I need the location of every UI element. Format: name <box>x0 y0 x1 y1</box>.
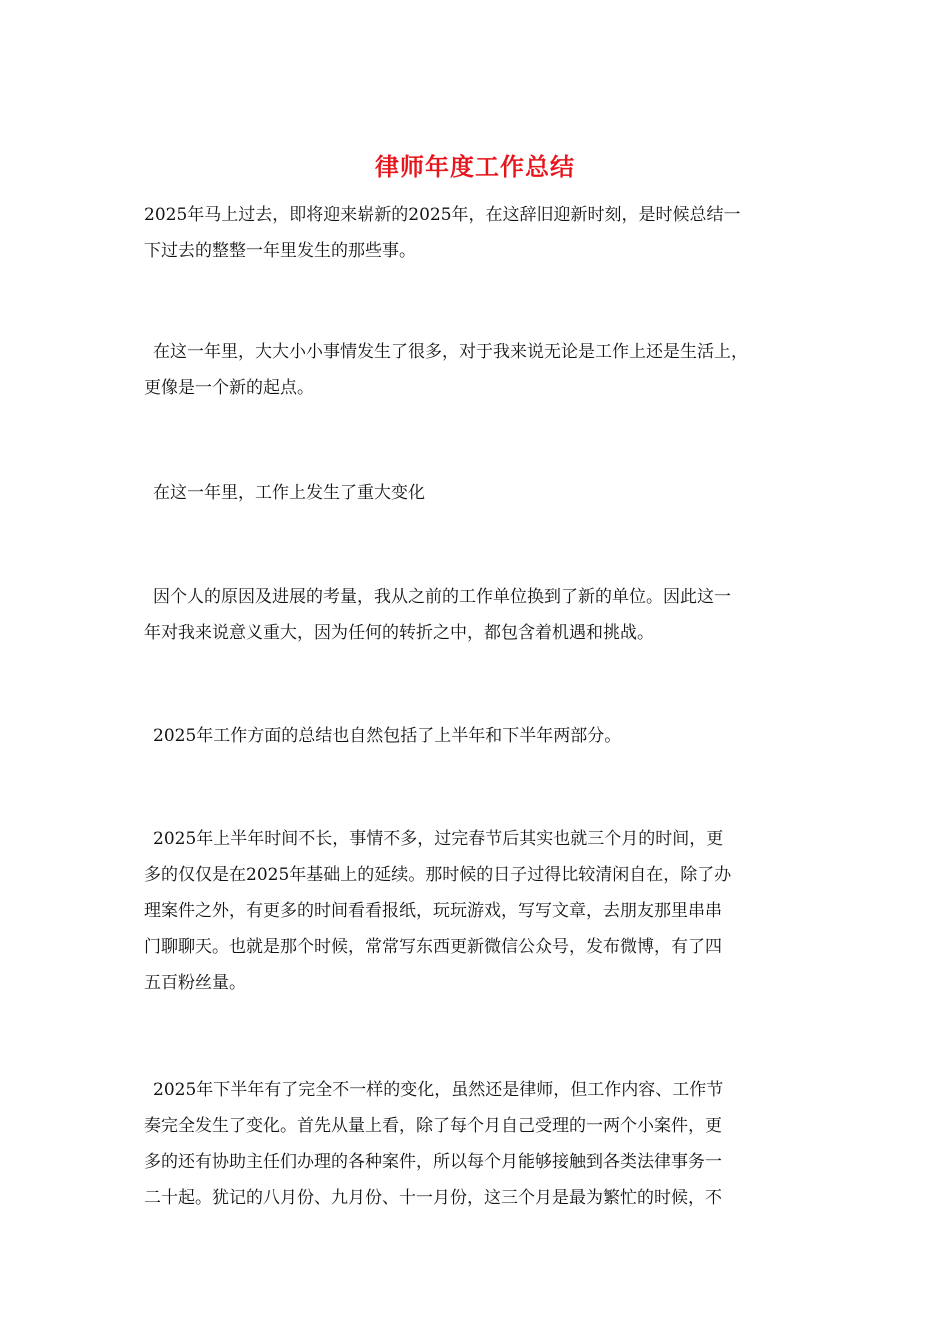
paragraph-line: 2025年工作方面的总结也自然包括了上半年和下半年两部分。 <box>153 726 622 746</box>
paragraph-3 <box>144 475 814 511</box>
paragraph-line: 在这一年里，工作上发生了重大变化 <box>153 483 425 503</box>
paragraph-7 <box>144 1072 814 1216</box>
paragraph-line: 二十起。犹记的八月份、九月份、十一月份，这三个月是最为繁忙的时候，不 <box>144 1188 722 1208</box>
paragraph-6 <box>144 821 814 1001</box>
paragraph-line: 奏完全发生了变化。首先从量上看，除了每个月自己受理的一两个小案件，更 <box>144 1116 722 1136</box>
paragraph-line: 门聊聊天。也就是那个时候，常常写东西更新微信公众号，发布微博，有了四 <box>144 937 722 957</box>
paragraph-line: 理案件之外，有更多的时间看看报纸，玩玩游戏，写写文章，去朋友那里串串 <box>144 901 722 921</box>
paragraph-line: 五百粉丝量。 <box>144 973 246 993</box>
paragraph-line: 2025年上半年时间不长，事情不多，过完春节后其实也就三个月的时间，更 <box>153 829 724 849</box>
paragraph-line: 2025年马上过去，即将迎来崭新的2025年，在这辞旧迎新时刻，是时候总结一 <box>144 205 741 225</box>
paragraph-line: 因个人的原因及进展的考量，我从之前的工作单位换到了新的单位。因此这一 <box>153 587 731 607</box>
paragraph-line: 2025年下半年有了完全不一样的变化，虽然还是律师，但工作内容、工作节 <box>153 1080 724 1100</box>
paragraph-line: 下过去的整整一年里发生的那些事。 <box>144 241 416 261</box>
paragraph-5 <box>144 718 814 754</box>
paragraph-line: 年对我来说意义重大，因为任何的转折之中，都包含着机遇和挑战。 <box>144 623 654 643</box>
paragraph-line: 更像是一个新的起点。 <box>144 378 314 398</box>
paragraph-line: 多的还有协助主任们办理的各种案件，所以每个月能够接触到各类法律事务一 <box>144 1152 722 1172</box>
paragraph-line: 在这一年里，大大小小事情发生了很多，对于我来说无论是工作上还是生活上， <box>153 342 748 362</box>
paragraph-2 <box>144 334 814 406</box>
paragraph-line: 多的仅仅是在2025年基础上的延续。那时候的日子过得比较清闲自在，除了办 <box>144 865 732 885</box>
paragraph-1 <box>144 197 814 269</box>
document-title: 律师年度工作总结 <box>375 152 575 181</box>
paragraph-4 <box>144 579 814 651</box>
